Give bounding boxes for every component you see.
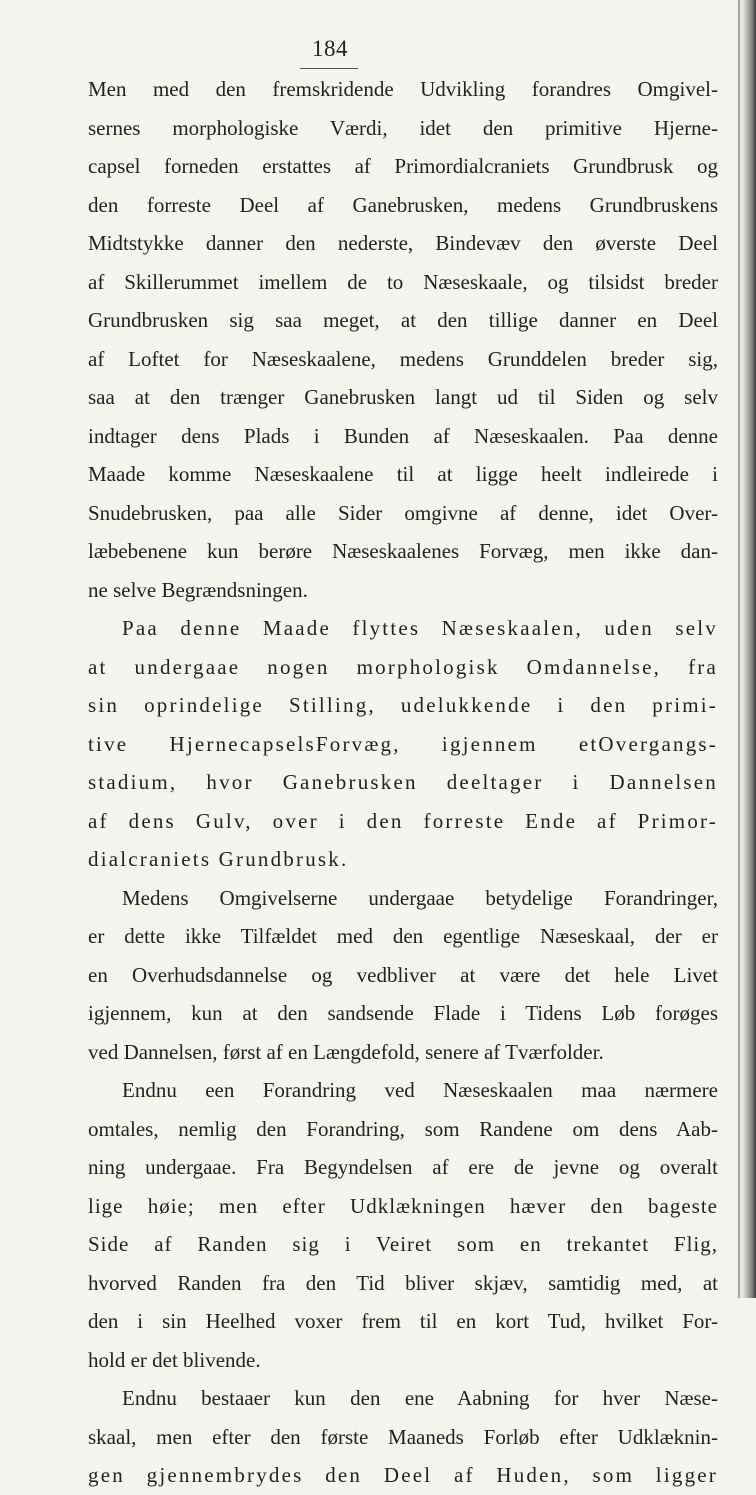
text-line: læbebenene kun berøre Næseskaalenes Forvæg, men ikke dan-	[88, 539, 718, 563]
text-line: ved Dannelsen, først af en Længdefold, senere af Tværfolder.	[88, 1039, 604, 1064]
text-line: den i sin Heelhed voxer frem til en kort Tud, hvilket For-	[88, 1309, 718, 1333]
text-line: tive HjernecapselsForvæg, igjennem etOvergangs-	[88, 731, 718, 756]
text-line: ning undergaae. Fra Begyndelsen af ere de jevne og overalt	[88, 1155, 718, 1179]
text-line: stadium, hvor Ganebrusken deeltager i Dannelsen	[88, 770, 718, 794]
text-line: af dens Gulv, over i den forreste Ende af Primor-	[88, 808, 718, 833]
page-number: 184	[312, 36, 348, 61]
text-line: hvorved Randen fra den Tid bliver skjæv, samtidig med, at	[88, 1270, 718, 1295]
text-line: af Loftet for Næseskaalene, medens Grunddelen breder sig,	[88, 346, 718, 371]
text-line: er dette ikke Tilfældet med den egentlige Næseskaal, der er	[88, 924, 718, 948]
text-line: capsel forneden erstattes af Primordialcraniets Grundbrusk og	[88, 154, 718, 178]
text-line: Maade komme Næseskaalene til at ligge heelt indleirede i	[88, 462, 718, 486]
text-line: gen gjennembrydes den Deel af Huden, som ligger	[88, 1463, 718, 1487]
text-line: Men med den fremskridende Udvikling forandres Omgivel-	[88, 77, 718, 101]
text-line: sernes morphologiske Værdi, idet den primitive Hjerne-	[88, 115, 718, 140]
text-line: lige høie; men efter Udklækningen hæver den bageste	[88, 1193, 718, 1218]
text-line: Side af Randen sig i Veiret som en trekantet Flig,	[88, 1232, 718, 1256]
text-line: Paa denne Maade flyttes Næseskaalen, uden selv	[122, 616, 718, 640]
body-text	[88, 70, 718, 1495]
text-line: Snudebrusken, paa alle Sider omgivne af denne, idet Over-	[88, 500, 718, 525]
page-edge-shadow	[734, 0, 756, 1298]
page-number-rule	[300, 68, 358, 69]
text-line: den forreste Deel af Ganebrusken, medens Grundbruskens	[88, 192, 718, 217]
text-line: omtales, nemlig den Forandring, som Randene om dens Aab-	[88, 1116, 718, 1141]
text-line: Grundbrusken sig saa meget, at den tillige danner en Deel	[88, 308, 718, 332]
text-line: Midtstykke danner den nederste, Bindevæv den øverste Deel	[88, 231, 718, 255]
text-line: hold er det blivende.	[88, 1347, 261, 1372]
text-line: indtager dens Plads i Bunden af Næseskaalen. Paa denne	[88, 423, 718, 448]
text-line: dialcraniets Grundbrusk.	[88, 847, 349, 871]
text-line: en Overhudsdannelse og vedbliver at være det hele Livet	[88, 962, 718, 987]
text-line: saa at den trænger Ganebrusken langt ud til Siden og selv	[88, 385, 718, 409]
text-line: Endnu een Forandring ved Næseskaalen maa nærmere	[122, 1078, 718, 1102]
text-line: Endnu bestaaer kun den ene Aabning for hver Næse-	[122, 1386, 718, 1410]
text-line: skaal, men efter den første Maaneds Forløb efter Udklæknin-	[88, 1424, 718, 1449]
text-line: Medens Omgivelserne undergaae betydelige Forandringer,	[122, 885, 718, 910]
text-line: sin oprindelige Stilling, udelukkende i den primi-	[88, 693, 718, 717]
text-line: at undergaae nogen morphologisk Omdannelse, fra	[88, 654, 718, 679]
text-line: af Skillerummet imellem de to Næseskaale, og tilsidst breder	[88, 269, 718, 294]
text-line: igjennem, kun at den sandsende Flade i Tidens Løb forøges	[88, 1001, 718, 1025]
text-line: ne selve Begrændsningen.	[88, 577, 308, 602]
